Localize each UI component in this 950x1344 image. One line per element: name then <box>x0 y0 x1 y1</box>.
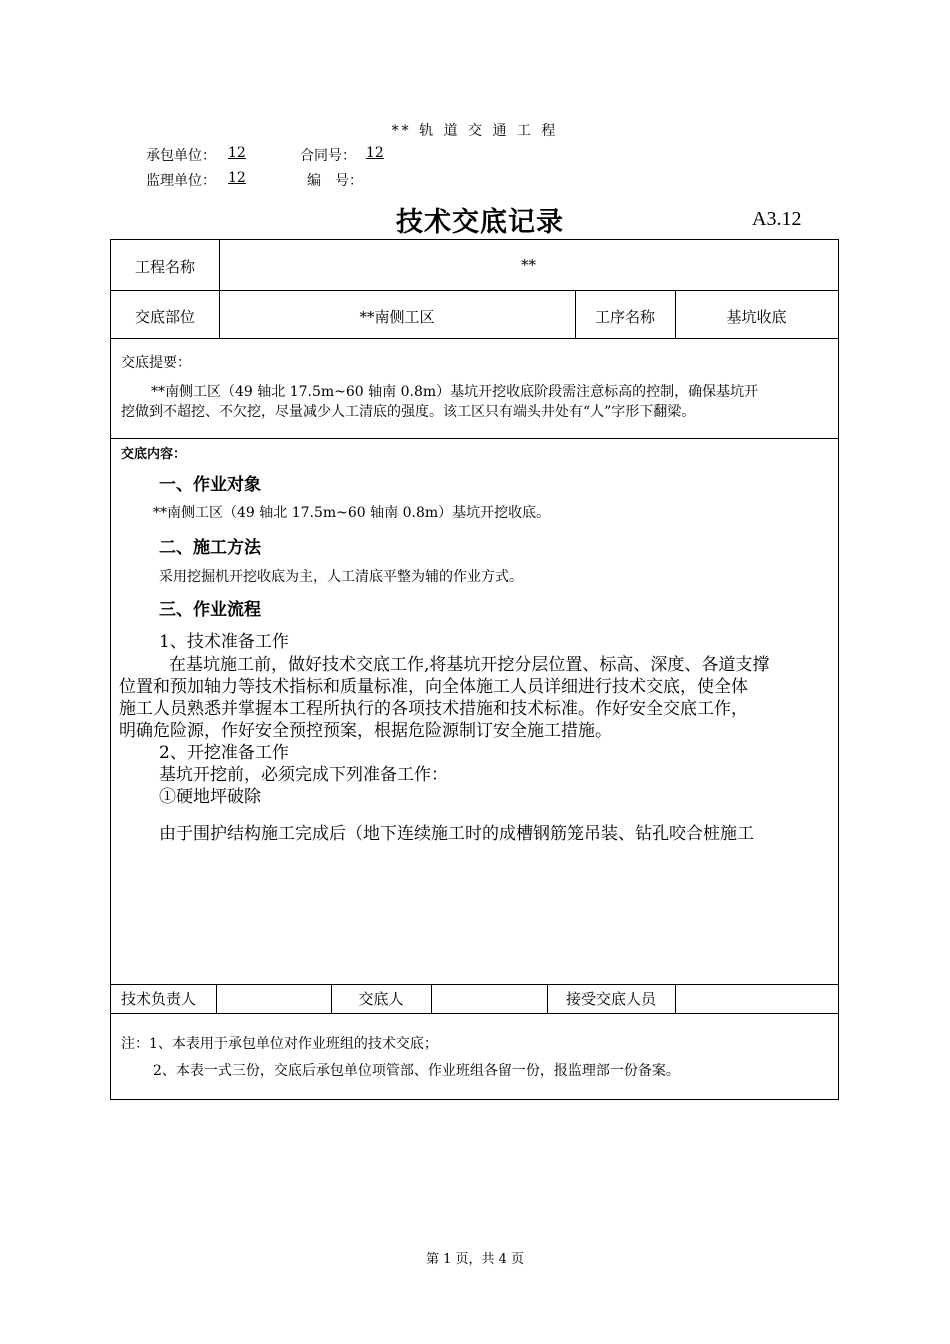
section-heading: 一、作业对象 <box>159 475 261 495</box>
document-title: 技术交底记录 <box>396 207 564 238</box>
tech-lead-label: 技术负责人 <box>121 990 197 1008</box>
step-text: 在基坑施工前，做好技术交底工作,将基坑开挖分层位置、标高、深度、各道支撑 <box>169 655 770 675</box>
summary-label: 交底提要： <box>121 355 191 371</box>
supervisor-label: 监理单位： <box>146 173 216 189</box>
row-divider <box>111 984 838 985</box>
page-footer: 第 1 页，共 4 页 <box>425 1252 525 1267</box>
project-name: ** 轨 道 交 通 工 程 <box>391 123 559 139</box>
note-text: 注：1、本表用于承包单位对作业班组的技术交底； <box>121 1036 438 1052</box>
project-name-label: 工程名称 <box>134 258 195 276</box>
step-heading: 2、开挖准备工作 <box>159 743 289 763</box>
col-divider <box>431 984 432 1013</box>
section-heading: 二、施工方法 <box>159 538 261 558</box>
contract-no-label: 合同号： <box>300 148 356 164</box>
project-name-value: ** <box>521 256 536 274</box>
step-text: ①硬地坪破除 <box>159 787 261 807</box>
step-text: 基坑开挖前，必须完成下列准备工作： <box>159 765 448 785</box>
section-text: 采用挖掘机开挖收底为主，人工清底平整为辅的作业方式。 <box>159 569 523 585</box>
record-table <box>110 239 839 1100</box>
note-text: 2、本表一式三份，交底后承包单位项管部、作业班组各留一份，报监理部一份备案。 <box>153 1063 680 1079</box>
step-text: 施工人员熟悉并掌握本工程所执行的各项技术措施和技术标准。作好安全交底工作， <box>119 699 748 719</box>
section-heading: 三、作业流程 <box>159 600 261 620</box>
location-label: 交底部位 <box>134 308 195 326</box>
step-text: 明确危险源，作好安全预控预案，根据危险源制订安全施工措施。 <box>119 721 612 741</box>
section-text: **南侧工区（49 轴北 17.5m~60 轴南 0.8m）基坑开挖收底。 <box>153 505 551 521</box>
serial-no-label: 编 号： <box>307 173 363 189</box>
receivers-label: 接受交底人员 <box>565 990 656 1008</box>
presenter-label: 交底人 <box>358 990 404 1008</box>
col-divider <box>675 984 676 1013</box>
content-label: 交底内容： <box>121 447 187 462</box>
process-value: 基坑收底 <box>726 308 787 326</box>
summary-text: **南侧工区（49 轴北 17.5m~60 轴南 0.8m）基坑开挖收底阶段需注意标高的控制，确保基坑开 <box>151 384 759 400</box>
row-divider <box>111 338 838 339</box>
row-divider <box>111 290 838 291</box>
location-value: **南侧工区 <box>359 308 435 326</box>
step-text: 由于围护结构施工完成后（地下连续施工时的成槽钢筋笼吊装、钻孔咬合桩施工 <box>159 824 754 844</box>
contractor-value: 12 <box>228 145 246 161</box>
process-label: 工序名称 <box>594 308 655 326</box>
step-text: 位置和预加轴力等技术指标和质量标准，向全体施工人员详细进行技术交底，使全体 <box>119 677 748 697</box>
supervisor-value: 12 <box>228 170 246 186</box>
row-divider <box>111 1013 838 1014</box>
contract-no-value: 12 <box>366 145 384 161</box>
row-divider <box>111 438 838 439</box>
col-divider <box>216 984 217 1013</box>
summary-text: 挖做到不超挖、不欠挖，尽量减少人工清底的强度。该工区只有端头井处有“人”字形下翻梁。 <box>121 404 696 420</box>
step-heading: 1、技术准备工作 <box>159 632 289 652</box>
contractor-label: 承包单位： <box>146 148 216 164</box>
form-number: A3.12 <box>752 208 802 230</box>
